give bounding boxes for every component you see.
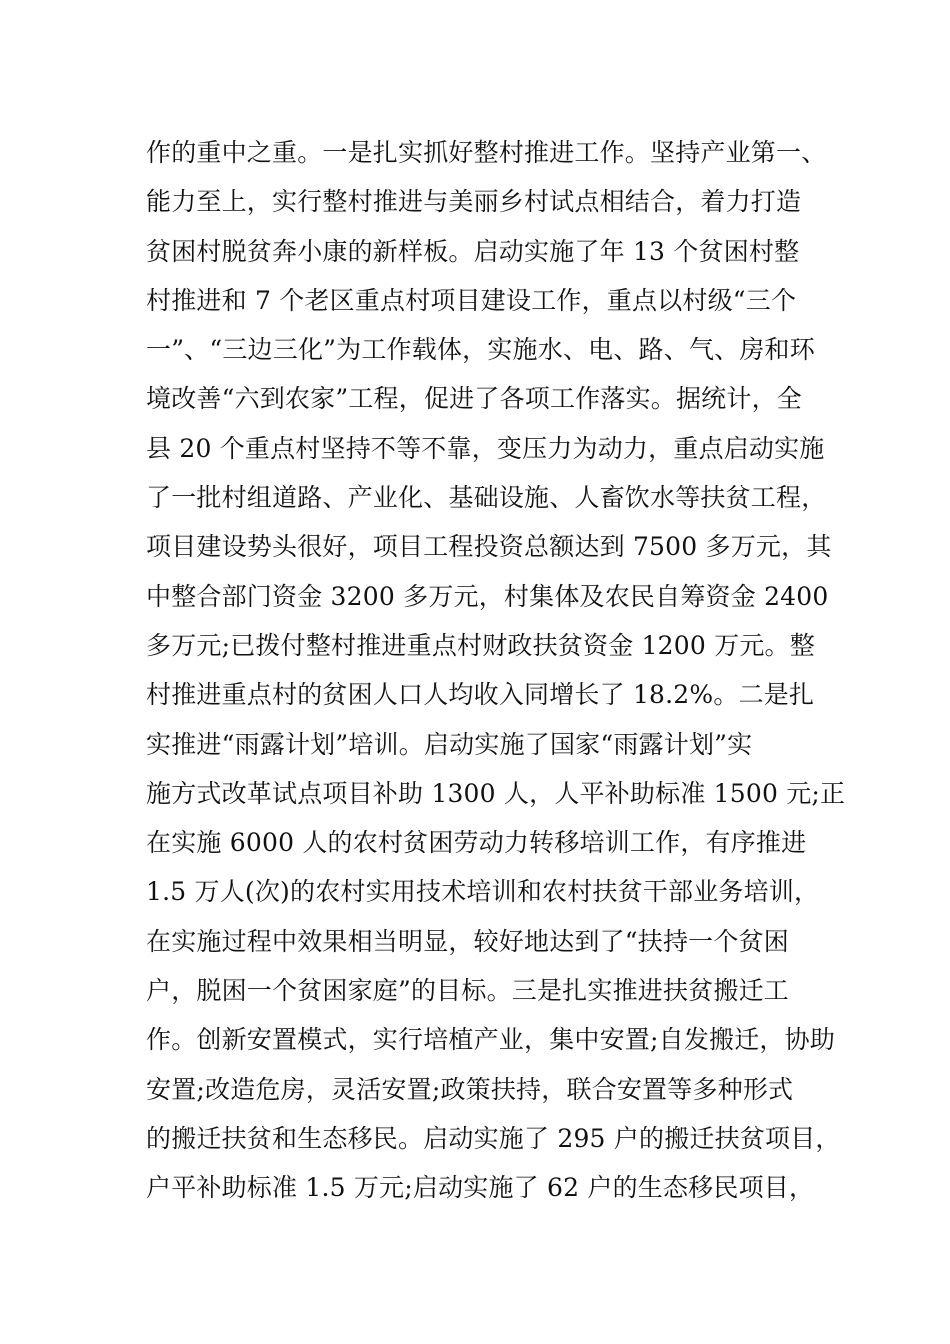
text-line: 1.5 万人(次)的农村实用技术培训和农村扶贫干部业务培训， [146,877,820,907]
text-line: 贫困村脱贫奔小康的新样板。启动实施了年 13 个贫困村整 [146,236,800,266]
body-paragraph [146,128,846,1213]
text-line: 项目建设势头很好，项目工程投资总额达到 7500 多万元，其 [146,532,832,562]
text-line: 一”、“三边三化”为工作载体，实施水、电、路、气、房和环 [146,335,815,365]
text-line: 村推进重点村的贫困人口人均收入同增长了 18.2%。二是扎 [146,680,815,710]
text-line: 能力至上，实行整村推进与美丽乡村试点相结合，着力打造 [146,187,802,217]
text-line: 安置;改造危房，灵活安置;政策扶持，联合安置等多种形式 [146,1074,794,1104]
text-line: 中整合部门资金 3200 多万元，村集体及农民自筹资金 2400 [146,581,829,611]
text-line: 县 20 个重点村坚持不等不靠，变压力为动力，重点启动实施 [146,433,825,463]
text-line: 的搬迁扶贫和生态移民。启动实施了 295 户的搬迁扶贫项目， [146,1123,841,1153]
text-line: 作。创新安置模式，实行培植产业，集中安置;自发搬迁，协助 [146,1025,836,1055]
text-line: 了一批村组道路、产业化、基础设施、人畜饮水等扶贫工程， [146,483,827,513]
text-line: 户，脱困一个贫困家庭”的目标。三是扎实推进扶贫搬迁工 [146,976,789,1006]
text-line: 多万元;已拨付整村推进重点村财政扶贫资金 1200 万元。整 [146,630,815,660]
text-line: 在实施 6000 人的农村贫困劳动力转移培训工作，有序推进 [146,828,807,858]
text-line: 村推进和 7 个老区重点村项目建设工作，重点以村级“三个 [146,285,797,315]
text-line: 户平补助标准 1.5 万元;启动实施了 62 户的生态移民项目， [146,1173,815,1203]
text-line: 作的重中之重。一是扎实抓好整村推进工作。坚持产业第一、 [146,138,827,167]
text-line: 实推进“雨露计划”培训。启动实施了国家“雨露计划”实 [146,729,753,759]
text-line: 在实施过程中效果相当明显，较好地达到了“扶持一个贫困 [146,926,789,956]
text-line: 境改善“六到农家”工程，促进了各项工作落实。据统计，全 [146,384,802,414]
text-line: 施方式改革试点项目补助 1300 人，人平补助标准 1500 元;正 [146,778,846,808]
